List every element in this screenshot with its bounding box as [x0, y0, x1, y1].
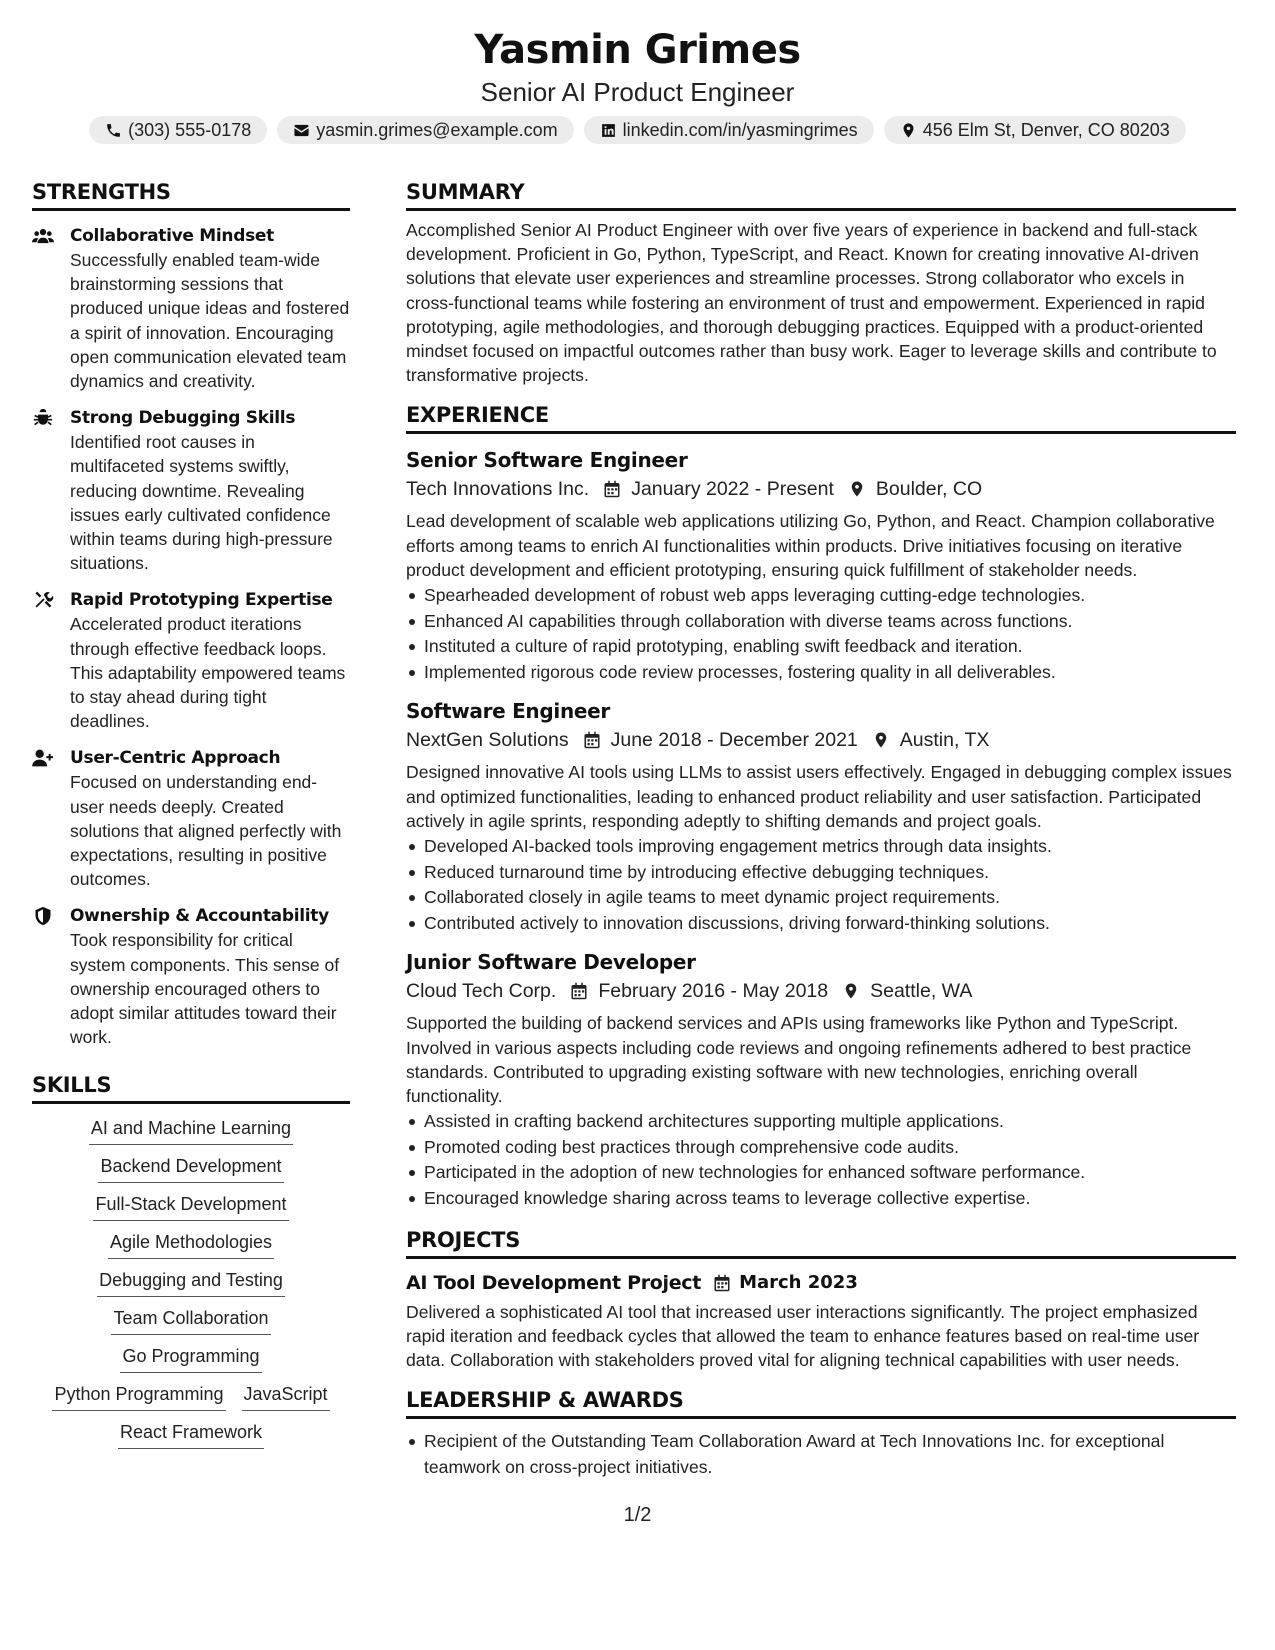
- job-dates: February 2016 - May 2018: [598, 980, 829, 1003]
- strength-name: Collaborative Mindset: [70, 226, 274, 246]
- user-plus-icon: [32, 748, 54, 768]
- award-item: Recipient of the Outstanding Team Collaboration Award at Tech Innovations Inc. for exceptional teamwork on cross-project initiatives.: [406, 1429, 1236, 1480]
- skills-heading: SKILLS: [32, 1073, 350, 1104]
- company-name: Cloud Tech Corp.: [406, 980, 557, 1003]
- company-name: Tech Innovations Inc.: [406, 478, 590, 501]
- bullet-item: Enhanced AI capabilities through collaboration with diverse teams across functions.: [406, 609, 1236, 635]
- projects-section: [406, 1228, 1236, 1373]
- strength-desc: Focused on understanding end-user needs deeply. Created solutions that aligned perfectly with expectations, resulting in positive outcomes.: [70, 772, 342, 890]
- bullet-item: Developed AI-backed tools improving engagement metrics through data insights.: [406, 834, 1236, 860]
- job-desc: Lead development of scalable web applications utilizing Go, Python, and React. Champion collaborative efforts among teams to enrich AI functionalities within products. Drive initiatives focusing on iterative product development and efficient prototyping, ensuring quick fulfillment of stakeholder needs.: [406, 511, 1215, 580]
- job-dates: June 2018 - December 2021: [610, 729, 858, 752]
- summary-section: [406, 180, 1236, 387]
- calendar-icon: [570, 982, 588, 1000]
- awards-list: [406, 1429, 1236, 1480]
- strength-desc: Accelerated product iterations through effective feedback loops. This adaptability empowered teams to stay ahead during tight deadlines.: [70, 614, 346, 732]
- job-title: Software Engineer: [406, 699, 610, 724]
- strength-item: [32, 224, 350, 393]
- bullet-item: Reduced turnaround time by introducing effective debugging techniques.: [406, 860, 1236, 886]
- skills-list: [32, 1116, 350, 1449]
- map-pin-icon: [900, 122, 917, 139]
- strength-name: Rapid Prototyping Expertise: [70, 590, 333, 611]
- skill-tag: Full-Stack Development: [93, 1192, 288, 1221]
- strength-name: User-Centric Approach: [70, 748, 281, 769]
- page-number: 1/2: [623, 1504, 652, 1526]
- strength-desc: Took responsibility for critical system components. This sense of ownership encouraged others to adopt similar attitudes toward their work.: [70, 930, 340, 1048]
- linkedin-icon: [600, 122, 617, 139]
- project-header: [406, 1269, 1236, 1297]
- job-desc: Designed innovative AI tools using LLMs to assist users effectively. Engaged in debugging complex issues and optimized functionalities, leading to enhanced product reliability and user satisfaction. Participated actively in agile sprints, responding adeptly to shifting demands and project goals.: [406, 762, 1232, 831]
- job-bullets: [406, 1109, 1236, 1211]
- project-date: March 2023: [739, 1272, 858, 1294]
- phone-icon: [105, 122, 122, 139]
- candidate-title: Senior AI Product Engineer: [480, 77, 795, 107]
- awards-section: [406, 1388, 1236, 1480]
- job-bullets: [406, 583, 1236, 685]
- map-pin-icon: [848, 480, 866, 498]
- contact-bar: [32, 116, 1243, 144]
- bug-icon: [32, 408, 54, 428]
- awards-heading: LEADERSHIP & AWARDS: [406, 1388, 1236, 1419]
- job-location: Seattle, WA: [870, 980, 973, 1003]
- envelope-icon: [293, 122, 310, 139]
- phone-chip[interactable]: [89, 116, 267, 144]
- resume-header: [32, 0, 1243, 144]
- job-bullets: [406, 834, 1236, 936]
- skill-tag: React Framework: [118, 1420, 264, 1449]
- strength-name: Strong Debugging Skills: [70, 408, 296, 429]
- summary-heading: SUMMARY: [406, 180, 1236, 211]
- skills-section: [32, 1073, 350, 1449]
- bullet-item: Implemented rigorous code review processes, fostering quality in all deliverables.: [406, 660, 1236, 686]
- skill-tag: Go Programming: [120, 1344, 261, 1373]
- right-column: [406, 180, 1236, 1480]
- email-chip[interactable]: [277, 116, 573, 144]
- users-icon: [32, 226, 54, 246]
- email-text: yasmin.grimes@example.com: [316, 119, 558, 140]
- bullet-item: Promoted coding best practices through comprehensive code audits.: [406, 1135, 1236, 1161]
- strength-item: [32, 904, 350, 1049]
- project-name: AI Tool Development Project: [406, 1271, 702, 1294]
- skill-tag: Team Collaboration: [111, 1306, 270, 1335]
- calendar-icon: [583, 731, 601, 749]
- phone-text: (303) 555-0178: [128, 119, 252, 140]
- bullet-item: Assisted in crafting backend architectures supporting multiple applications.: [406, 1109, 1236, 1135]
- skill-tag: JavaScript: [242, 1382, 330, 1411]
- job-location: Boulder, CO: [875, 478, 983, 501]
- bullet-item: Spearheaded development of robust web apps leveraging cutting-edge technologies.: [406, 583, 1236, 609]
- job-entry: [406, 697, 1236, 936]
- projects-heading: PROJECTS: [406, 1228, 1236, 1259]
- strength-item: [32, 588, 350, 733]
- job-desc: Supported the building of backend services and APIs using frameworks like Python and TypeScript. Involved in various aspects including code reviews and ongoing refinements adhered to best practice standards. Contributed to upgrading existing software with new technologies, enriching overall functionality.: [406, 1013, 1192, 1106]
- experience-heading: EXPERIENCE: [406, 403, 1236, 434]
- job-entry: [406, 446, 1236, 685]
- address-chip[interactable]: [884, 116, 1186, 144]
- shield-icon: [32, 906, 54, 926]
- bullet-item: Instituted a culture of rapid prototyping, enabling swift feedback and iteration.: [406, 634, 1236, 660]
- bullet-item: Collaborated closely in agile teams to meet dynamic project requirements.: [406, 885, 1236, 911]
- candidate-name: Yasmin Grimes: [474, 27, 801, 73]
- left-column: [32, 180, 350, 1480]
- address-text: 456 Elm St, Denver, CO 80203: [922, 119, 1170, 140]
- job-meta: [406, 976, 1236, 1006]
- strength-desc: Successfully enabled team-wide brainstorming sessions that produced unique ideas and fostered a spirit of innovation. Encouraging open communication elevated team dynamics and creativity.: [70, 250, 350, 392]
- job-title: Junior Software Developer: [406, 950, 696, 975]
- summary-text: Accomplished Senior AI Product Engineer with over five years of experience in backend and full-stack development. Proficient in Go, Python, TypeScript, and React. Known for creating innovative AI-driven solutions that elevate user experiences and streamline processes. Strong collaborator who excels in cross-functional teams while fostering an environment of trust and empowerment. Experienced in rapid prototyping, agile methodologies, and thorough debugging practices. Equipped with a product-oriented mindset focused on impactful outcomes rather than busy work. Eager to leverage skills and contribute to transformative projects.: [406, 220, 1217, 386]
- job-meta: [406, 474, 1236, 504]
- resume-columns: [32, 180, 1243, 1480]
- job-entry: [406, 948, 1236, 1211]
- bullet-item: Participated in the adoption of new technologies for enhanced software performance.: [406, 1160, 1236, 1186]
- skill-tag: Backend Development: [98, 1154, 283, 1183]
- strengths-section: [32, 180, 350, 1049]
- job-location: Austin, TX: [899, 729, 990, 752]
- company-name: NextGen Solutions: [406, 729, 569, 752]
- map-pin-icon: [842, 982, 860, 1000]
- strength-desc: Identified root causes in multifaceted systems swiftly, reducing downtime. Revealing issues early cultivated confidence within teams during high-pressure situations.: [70, 432, 333, 574]
- job-title: Senior Software Engineer: [406, 448, 688, 473]
- calendar-icon: [603, 480, 621, 498]
- skill-tag: AI and Machine Learning: [89, 1116, 293, 1145]
- linkedin-text: linkedin.com/in/yasmingrimes: [622, 119, 858, 140]
- job-dates: January 2022 - Present: [631, 478, 834, 501]
- linkedin-chip[interactable]: [584, 116, 874, 144]
- experience-section: [406, 403, 1236, 1211]
- strength-name: Ownership & Accountability: [70, 906, 329, 927]
- skill-tag: Debugging and Testing: [97, 1268, 285, 1297]
- bullet-item: Contributed actively to innovation discussions, driving forward-thinking solutions.: [406, 911, 1236, 937]
- strengths-heading: STRENGTHS: [32, 180, 350, 211]
- project-desc: Delivered a sophisticated AI tool that increased user interactions significantly. The project emphasized rapid iteration and feedback cycles that allowed the team to enhance features based on real-time user data. Collaboration with stakeholders proved vital for aligning technical capabilities with user needs.: [406, 1301, 1200, 1370]
- skill-tag: Python Programming: [52, 1382, 225, 1411]
- job-meta: [406, 725, 1236, 755]
- bullet-item: Encouraged knowledge sharing across teams to leverage collective expertise.: [406, 1186, 1236, 1212]
- calendar-icon: [713, 1274, 731, 1292]
- strength-item: [32, 746, 350, 891]
- strength-item: [32, 406, 350, 575]
- skill-tag: Agile Methodologies: [108, 1230, 274, 1259]
- tools-icon: [32, 590, 54, 610]
- map-pin-icon: [872, 731, 890, 749]
